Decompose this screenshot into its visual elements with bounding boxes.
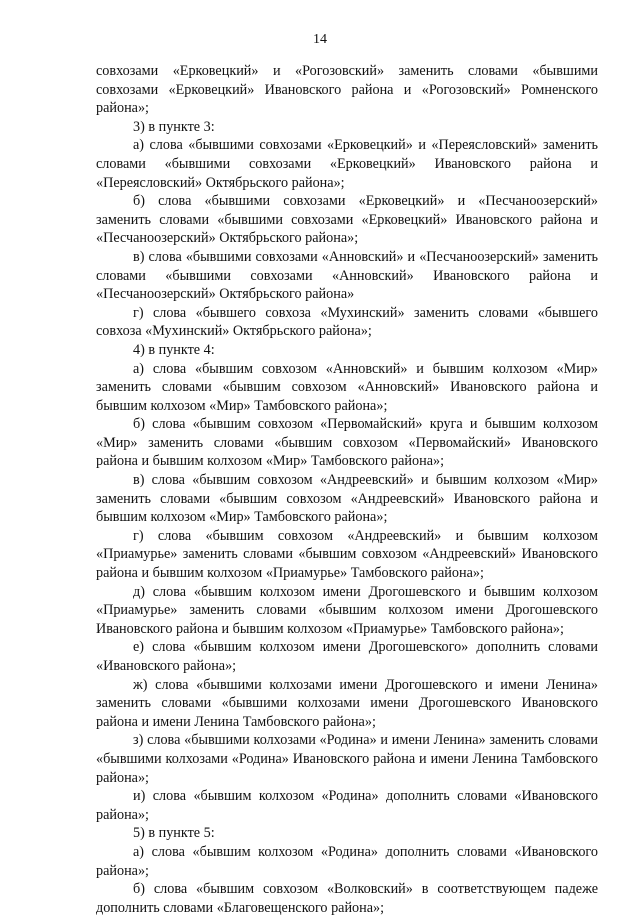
paragraph: 5) в пункте 5: [133, 825, 215, 842]
paragraph: а) слова «бывшим совхозом «Анновский» и бывшим колхозом «Мир» заменить словами «бывшим совхозом «Анновский» Ивановского района и бывшим колхозом «Мир» Тамбовского района»; [96, 360, 598, 414]
paragraph: г) слова «бывшим совхозом «Андреевский» и бывшим колхозом «Приамурье» заменить словами «бывшим совхозом «Андреевский» Ивановского района и бывшим колхозом «Приамурье» Тамбовского района»; [96, 527, 598, 582]
paragraph: совхозами «Ерковецкий» и «Рогозовский» заменить словами «бывшими совхозами «Ерковецкий» Ивановского района и «Рогозовский» Ромненского района»; [96, 63, 598, 117]
paragraph: в) слова «бывшим совхозом «Андреевский» и бывшим колхозом «Мир» заменить словами «бывшим совхозом «Андреевский» Ивановского района и бывшим колхозом «Мир» Тамбовского района»; [96, 472, 598, 526]
document-body [96, 62, 598, 917]
paragraph: б) слова «бывшим совхозом «Волковский» в соответствующем падеже дополнить словами «Благовещенского района»; [96, 881, 598, 916]
paragraph: б) слова «бывшим совхозом «Первомайский» круга и бывшим колхозом «Мир» заменить словами «бывшим совхозом «Первомайский» Ивановского района и бывшим колхозом «Мир» Тамбовского района»; [96, 416, 598, 470]
paragraph: в) слова «бывшими совхозами «Анновский» и «Песчаноозерский» заменить словами «бывшими совхозами «Анновский» Ивановского района и «Песчаноозерский» Октябрьского района» [96, 248, 598, 303]
paragraph: е) слова «бывшим колхозом имени Дрогошевского» дополнить словами «Ивановского района»; [96, 639, 598, 674]
page-number: 14 [313, 32, 327, 47]
paragraph: а) слова «бывшим колхозом «Родина» дополнить словами «Ивановского района»; [96, 843, 598, 879]
paragraph: 4) в пункте 4: [133, 341, 215, 358]
paragraph: а) слова «бывшими совхозами «Ерковецкий» и «Переясловский» заменить словами «бывшими совхозами «Ерковецкий» Ивановского района и «Переясловский» Октябрьского района»; [96, 137, 598, 191]
paragraph: г) слова «бывшего совхоза «Мухинский» заменить словами «бывшего совхоза «Мухинский» Октябрьского района»; [96, 304, 598, 340]
paragraph: и) слова «бывшим колхозом «Родина» дополнить словами «Ивановского района»; [96, 788, 598, 823]
paragraph: з) слова «бывшими колхозами «Родина» и имени Ленина» заменить словами «бывшими колхозами «Родина» Ивановского района и имени Ленина Тамбовского района»; [96, 732, 598, 786]
paragraph: б) слова «бывшими совхозами «Ерковецкий» и «Песчаноозерский» заменить словами «бывшими совхозами «Ерковецкий» Ивановского района и «Песчаноозерский» Октябрьского района»; [96, 193, 598, 247]
paragraph: ж) слова «бывшими колхозами имени Дрогошевского и имени Ленина» заменить словами «бывшими колхозами имени Дрогошевского Ивановского района и имени Ленина Тамбовского района»; [96, 676, 598, 730]
paragraph: д) слова «бывшим колхозом имени Дрогошевского и бывшим колхозом «Приамурье» заменить словами «бывшим колхозом имени Дрогошевского Ивановского района и бывшим колхозом «Приамурье» Тамбовского района»; [96, 583, 598, 637]
paragraph: 3) в пункте 3: [133, 118, 215, 135]
